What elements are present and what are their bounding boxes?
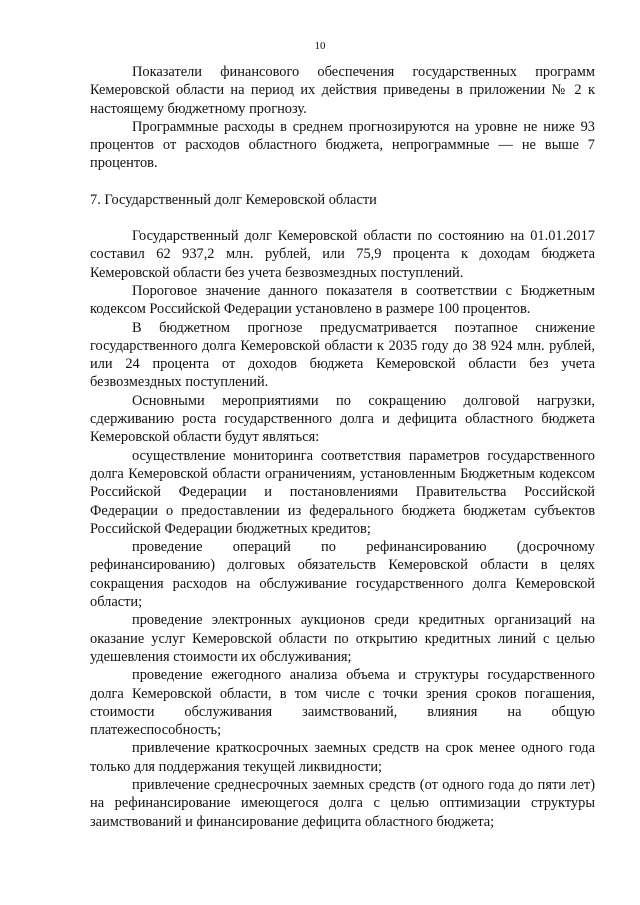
paragraph: Пороговое значение данного показателя в соответствии с Бюджетным кодексом Российской Федерации установлено в размере 100 процентов. — [90, 282, 595, 318]
section-heading: 7. Государственный долг Кемеровской области — [90, 191, 377, 208]
spacer — [90, 209, 595, 227]
page-body — [90, 63, 595, 831]
paragraph: В бюджетном прогнозе предусматривается поэтапное снижение государственного долга Кемеровской области к 2035 году до 38 924 млн. рублей, или 24 процента от доходов бюджета Кемеровской области без учета безвозмездных поступлений. — [90, 319, 595, 391]
spacer — [90, 173, 595, 191]
paragraph: Показатели финансового обеспечения государственных программ Кемеровской области на период их действия приведены в приложении № 2 к настоящему бюджетному прогнозу. — [90, 64, 595, 117]
list-item: проведение операций по рефинансированию (досрочному рефинансированию) долговых обязательств Кемеровской области в целях сокращения расходов на обслуживание государственного долга Кемеровской области; — [90, 539, 595, 611]
paragraph: Государственный долг Кемеровской области по состоянию на 01.01.2017 составил 62 937,2 млн. рублей, или 75,9 процента к доходам бюджета Кемеровской области без учета безвозмездных поступлений. — [90, 228, 595, 281]
list-item: проведение электронных аукционов среди кредитных организаций на оказание услуг Кемеровской области по открытию кредитных линий с целью удешевления стоимости их обслуживания; — [90, 612, 595, 665]
paragraph: Программные расходы в среднем прогнозируются на уровне не ниже 93 процентов от расходов областного бюджета, непрограммные — не выше 7 процентов. — [90, 118, 595, 172]
list-item: привлечение краткосрочных заемных средств на срок менее одного года только для поддержания текущей ликвидности; — [90, 740, 595, 775]
paragraph: Основными мероприятиями по сокращению долговой нагрузки, сдерживанию роста государственного долга и дефицита областного бюджета Кемеровской области будут являться: — [90, 392, 595, 446]
page-number: 10 — [314, 40, 326, 52]
list-item: привлечение среднесрочных заемных средств (от одного года до пяти лет) на рефинансирование имеющегося долга с целью оптимизации структуры заимствований и финансирование дефицита областного бюджета; — [90, 776, 595, 830]
list-item: проведение ежегодного анализа объема и структуры государственного долга Кемеровской области, в том числе с точки зрения сроков погашения, стоимости обслуживания заимствований, влияния на общую платежеспособность; — [90, 667, 595, 739]
list-item: осуществление мониторинга соответствия параметров государственного долга Кемеровской области ограничениям, установленным Бюджетным кодексом Российской Федерации и постановлениями Правительства Российской Федерации о предоставлении из федерального бюджета бюджетам субъектов Российской Федерации бюджетных кредитов; — [90, 447, 595, 537]
